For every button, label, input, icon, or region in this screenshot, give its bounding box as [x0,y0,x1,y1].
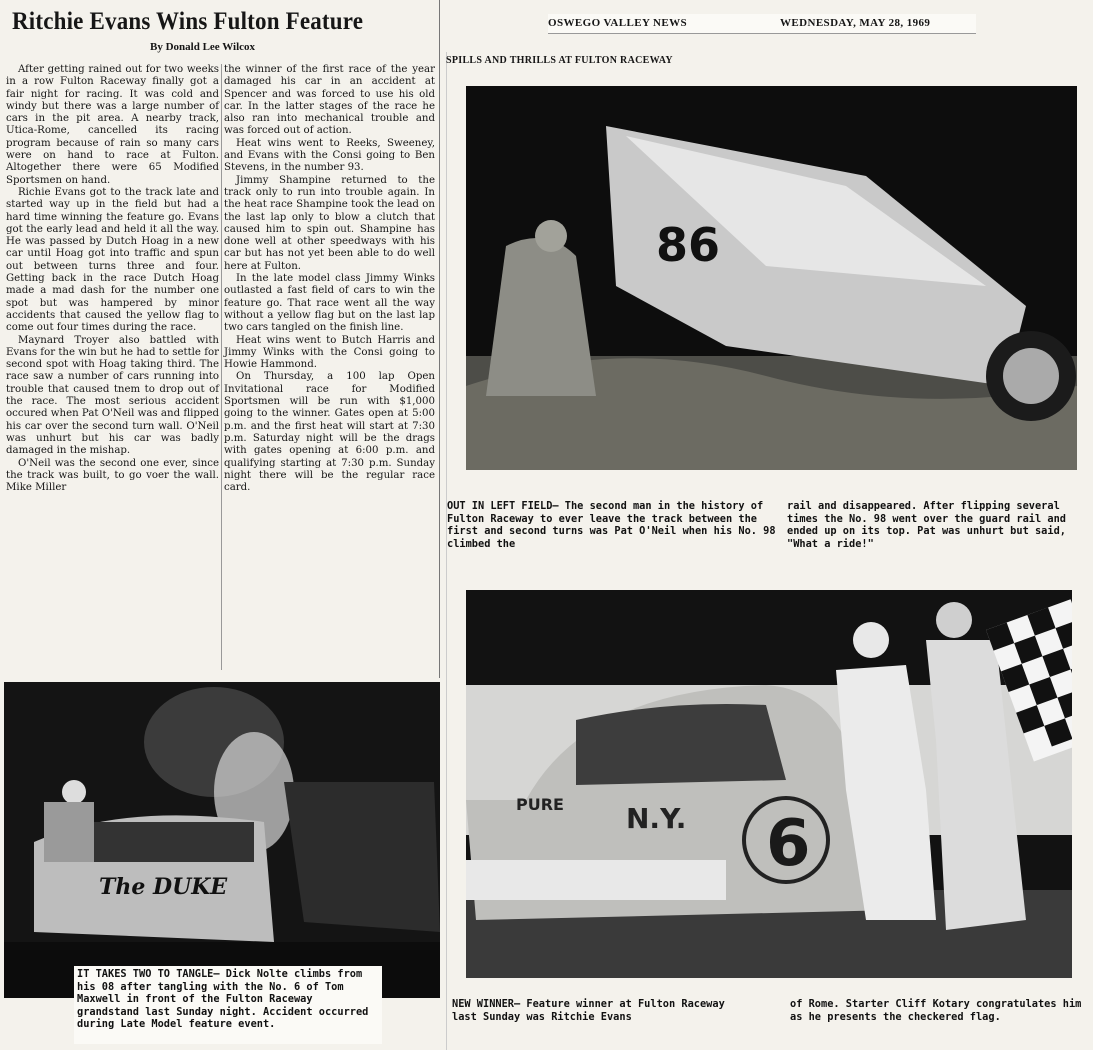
car-number-6: 6 [766,807,811,881]
caption-text: of Rome. Starter Cliff Kotary congratulates him as he presents the checkered flag. [790,998,1082,1023]
caption-new-winner-part2 [790,998,1090,1023]
caption-text: IT TAKES TWO TO TANGLE— Dick Nolte climbs from his 08 after tangling with the No. 6 of Tom Maxwell in front of the Fulton Raceway grandstand last Sunday night. Accident occurred during Late Model feature event. [77,968,369,1031]
paragraph: O'Neil was the second one ever, since the track was built, to go voer the wall. Mike Miller [6,457,219,494]
paragraph: Maynard Troyer also battled with Evans for the win but he had to settle for second spot with Hoag taking third. The race saw a number of cars running into trouble that caused tnem to drop out of the race. The most serious accident occured when Pat O'Neil was and flipped his car over the second turn wall. O'Neil was unhurt but his car was badly damaged in the mishap. [6,334,219,457]
paragraph: Jimmy Shampine returned to the track only to run into trouble again. In the heat race Shampine took the lead on the last lap only to blow a clutch that caused him to spin out. Shampine has done well at other speedways with his car but has not yet been able to do well here at Fulton. [224,174,435,272]
article [0,0,440,678]
photo-car-86 [466,86,1077,470]
caption-text: NEW WINNER— Feature winner at Fulton Raceway last Sunday was Ritchie Evans [452,998,725,1023]
photo-the-duke [4,682,440,998]
caption-left-field-part2 [787,500,1087,550]
car-lettering: The DUKE [99,874,228,900]
paragraph: After getting rained out for two weeks in a row Fulton Raceway finally got a fair night for racing. It was cold and windy but there was a large number of cars in the pit area. A nearby track, Utica-Rome, cancelled its racing program because of rain so many cars were on hand to race at Fulton. Altogether there were 65 Modified Sportsmen on hand. [6,64,219,186]
sponsor-logo: PURE [516,795,564,814]
paragraph: Richie Evans got to the track late and started way up in the field but had a hard time winning the feature go. Evans got the early lead and held it all the way. He was passed by Dutch Hoag in a new car until Hoag got into traffic and spun out between turns three and four. Getting back in the race Dutch Hoag made a mad dash for the number one spot but was hampered by minor accidents that caused the yellow flag to come out four times during the race. [6,186,219,334]
car-state-lettering: N.Y. [626,802,687,835]
article-column-2 [224,64,435,494]
paragraph: On Thursday, a 100 lap Open Invitational race for Modified Sportsmen will be run with $1,000 going to the winner. Gates open at 5:00 p.m. and the first heat will start at 7:30 p.m. Saturday night will be the drags with gates opening at 6:00 p.m. and qualifying starting at 7:30 p.m. Sunday night there will be the regular race card. [224,371,435,494]
photo-new-winner [466,590,1072,978]
caption-text: OUT IN LEFT FIELD— The second man in the history of Fulton Raceway to ever leave the track between the first and second turns was Pat O'Neil when his No. 98 climbed the [447,500,776,550]
section-title: SPILLS AND THRILLS AT FULTON RACEWAY [446,55,673,66]
photo-the-duke-image [4,682,440,998]
caption-text: rail and disappeared. After flipping several times the No. 98 went over the guard rail and ended up on its top. Pat was unhurt but said, "What a ride!" [787,500,1066,550]
masthead [548,14,976,34]
paragraph: Heat wins went to Butch Harris and Jimmy Winks with the Consi going to Howie Hammond. [224,334,435,371]
paragraph: In the late model class Jimmy Winks outlasted a fast field of cars to win the feature go. That race went all the way without a yellow flag but on the last lap two cars tangled on the finish line. [224,273,435,334]
paragraph: Heat wins went to Reeks, Sweeney, and Evans with the Consi going to Ben Stevens, in the number 93. [224,137,435,174]
caption-new-winner-part1 [452,998,752,1023]
photo-new-winner-image [466,590,1072,978]
issue-date: WEDNESDAY, MAY 28, 1969 [780,17,931,29]
headline: Ritchie Evans Wins Fulton Feature [12,8,364,35]
byline: By Donald Lee Wilcox [150,41,256,53]
paragraph: the winner of the first race of the year damaged his car in an accident at Spencer and was forced to use his old car. In the latter stages of the race he also ran into mechanical trouble and was forced out of action. [224,64,435,137]
article-column-1 [6,64,219,494]
car-number-86: 86 [656,218,721,272]
photo-car-86-image [466,86,1077,470]
caption-the-duke [74,966,382,1044]
newspaper-name: OSWEGO VALLEY NEWS [548,17,688,29]
caption-left-field-part1 [447,500,777,550]
column-divider [221,64,222,670]
